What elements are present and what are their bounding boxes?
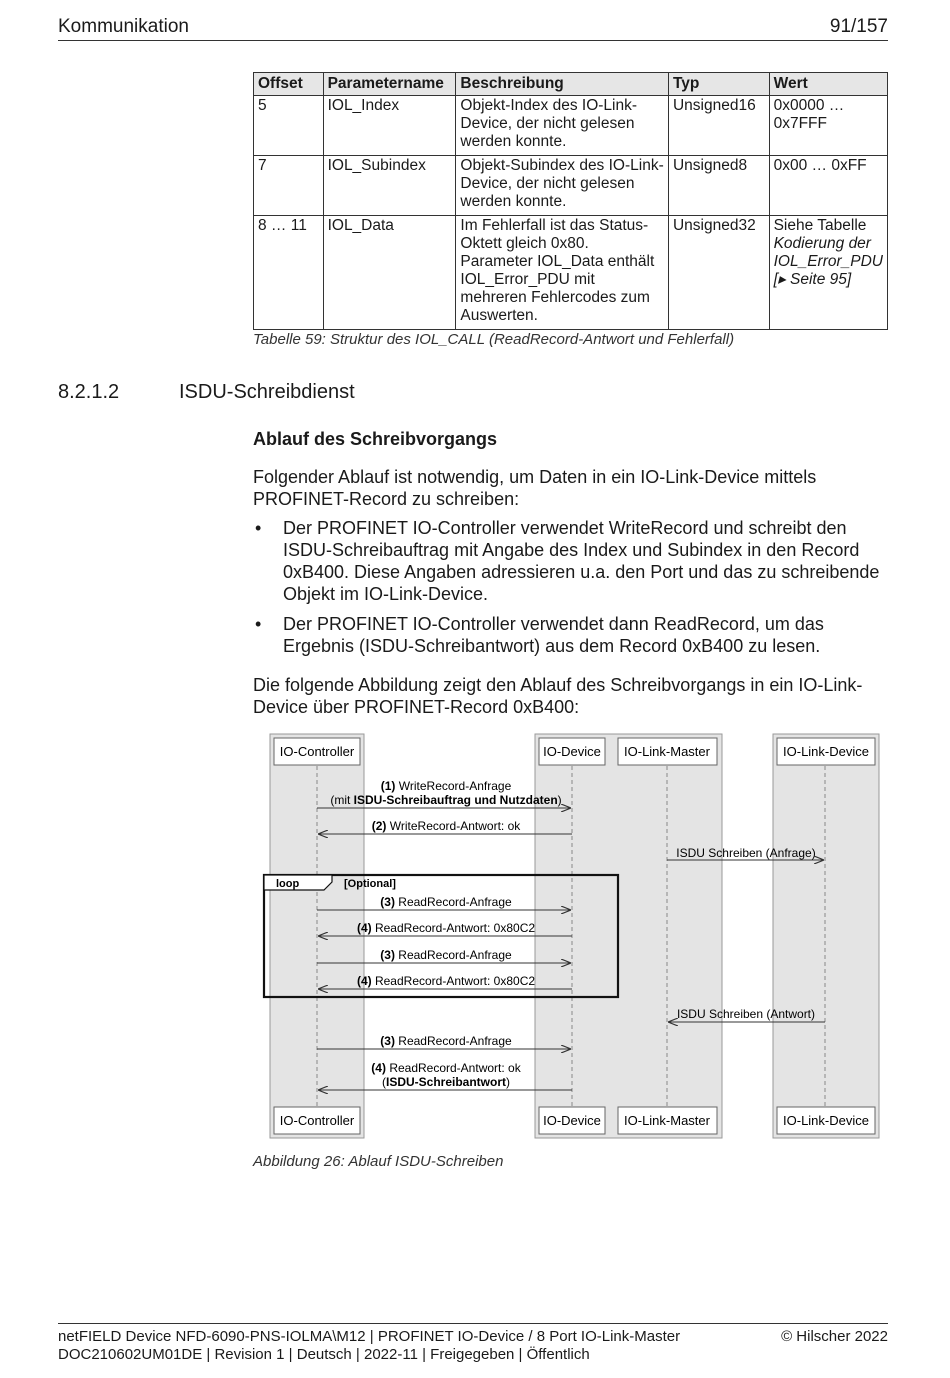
table-row	[254, 216, 888, 330]
svg-text:(3) ReadRecord-Anfrage: (3) ReadRecord-Anfrage	[380, 1034, 512, 1048]
svg-text:(mit ISDU-Schreibauftrag und N: (mit ISDU-Schreibauftrag und Nutzdaten)	[330, 793, 562, 807]
cross-reference-link[interactable]: Kodierung der IOL_Error_PDU	[773, 235, 883, 270]
footer-copyright: © Hilscher 2022	[781, 1328, 888, 1345]
header-page-number: 91/157	[829, 16, 888, 37]
table-caption: Tabelle 59: Struktur des IOL_CALL (ReadRecord-Antwort und Fehlerfall)	[253, 331, 735, 348]
intro-paragraph: Folgender Ablauf ist notwendig, um Daten in ein IO-Link-Device mittels PROFINET-Record zu schreiben:	[253, 467, 817, 509]
figure-intro-paragraph: Die folgende Abbildung zeigt den Ablauf des Schreibvorgangs in ein IO-Link-Device über PROFINET-Record 0xB400:	[253, 675, 863, 717]
bullet-icon: •	[255, 614, 262, 634]
section-title: ISDU-Schreibdienst	[179, 381, 355, 403]
svg-text:(3) ReadRecord-Anfrage: (3) ReadRecord-Anfrage	[380, 895, 512, 909]
table-header-row	[254, 73, 888, 96]
cell-name: IOL_Index	[323, 96, 456, 156]
svg-text:IO-Device: IO-Device	[543, 744, 601, 759]
footer-rule	[58, 1323, 888, 1324]
parameter-table	[253, 72, 888, 330]
participant-io-device-bottom	[539, 1107, 605, 1134]
message-isdu-write-request	[667, 846, 823, 860]
svg-text:IO-Controller: IO-Controller	[279, 1113, 355, 1128]
list-item-text: Der PROFINET IO-Controller verwendet WriteRecord und schreibt den ISDU-Schreibauftrag mit Angabe des Index und Subindex in den Record 0xB400. Diese Angaben adressieren u.a. den Port und das zu schreibende Objekt im IO-Link-Device.	[283, 518, 880, 604]
col-header-offset: Offset	[254, 73, 324, 96]
cell-offset: 8 … 11	[254, 216, 324, 330]
section-number: 8.2.1.2	[58, 381, 120, 403]
cell-type: Unsigned32	[668, 216, 769, 330]
cell-value	[769, 216, 887, 330]
svg-text:IO-Controller: IO-Controller	[279, 744, 355, 759]
message-read-record-response	[319, 974, 572, 989]
message-read-record-response	[319, 921, 572, 936]
loop-label: loop	[276, 878, 300, 890]
svg-text:(ISDU-Schreibantwort): (ISDU-Schreibantwort)	[381, 1075, 511, 1089]
footer-document-title: netFIELD Device NFD-6090-PNS-IOLMA\M12 | PROFINET IO-Device / 8 Port IO-Link-Master	[58, 1328, 681, 1345]
list-item	[253, 613, 883, 657]
footer-document-info: DOC210602UM01DE | Revision 1 | Deutsch | 2022-11 | Freigegeben | Öffentlich	[58, 1346, 590, 1363]
svg-text:(2) WriteRecord-Antwort: ok: (2) WriteRecord-Antwort: ok	[371, 819, 521, 833]
svg-text:(4) ReadRecord-Antwort: 0x80C2: (4) ReadRecord-Antwort: 0x80C2	[356, 974, 536, 988]
list-item-text: Der PROFINET IO-Controller verwendet dann ReadRecord, um das Ergebnis (ISDU-Schreibantwort) aus dem Record 0xB400 zu lesen.	[283, 614, 824, 656]
participant-io-controller-top	[274, 738, 360, 765]
cell-type: Unsigned16	[668, 96, 769, 156]
cell-type: Unsigned8	[668, 156, 769, 216]
cell-offset: 7	[254, 156, 324, 216]
svg-text:(4) ReadRecord-Antwort: ok: (4) ReadRecord-Antwort: ok	[371, 1061, 521, 1075]
participant-io-link-device-bottom	[777, 1107, 875, 1134]
participant-io-link-device-top	[777, 738, 875, 765]
svg-text:IO-Link-Master: IO-Link-Master	[624, 1113, 710, 1128]
page-reference-link[interactable]: [▸ Seite 95]	[773, 271, 852, 288]
col-header-name: Parametername	[323, 73, 456, 96]
cell-value: 0x00 … 0xFF	[769, 156, 887, 216]
col-header-value: Wert	[769, 73, 887, 96]
cell-offset: 5	[254, 96, 324, 156]
table-row	[254, 96, 888, 156]
message-isdu-write-response	[669, 1007, 825, 1022]
list-item	[253, 517, 883, 605]
table-row	[254, 156, 888, 216]
svg-text:IO-Link-Device: IO-Link-Device	[783, 744, 869, 759]
participant-io-device-top	[539, 738, 605, 765]
cell-value: 0x0000 … 0x7FFF	[769, 96, 887, 156]
participant-io-link-master-top	[618, 738, 717, 765]
lifeline-band-io-link-device	[773, 734, 879, 1138]
svg-text:ISDU Schreiben (Antwort): ISDU Schreiben (Antwort)	[676, 1007, 816, 1021]
loop-guard: [Optional]	[344, 878, 396, 890]
cell-description: Objekt-Index des IO-Link-Device, der nicht gelesen werden konnte.	[456, 96, 669, 156]
value-prefix: Siehe Tabelle	[773, 217, 867, 234]
cell-description: Objekt-Subindex des IO-Link-Device, der nicht gelesen werden konnte.	[456, 156, 669, 216]
bullet-icon: •	[255, 518, 262, 538]
svg-text:(3) ReadRecord-Anfrage: (3) ReadRecord-Anfrage	[380, 948, 512, 962]
svg-text:IO-Link-Device: IO-Link-Device	[783, 1113, 869, 1128]
cell-name: IOL_Data	[323, 216, 456, 330]
sequence-diagram	[262, 730, 887, 1145]
header-rule	[58, 40, 888, 41]
subheading: Ablauf des Schreibvorgangs	[253, 429, 498, 449]
cell-description: Im Fehlerfall ist das Status-Oktett gleich 0x80. Parameter IOL_Data enthält IOL_Error_PDU mit mehreren Fehlercodes zum Auswerten.	[456, 216, 669, 330]
svg-text:(1) WriteRecord-Anfrage: (1) WriteRecord-Anfrage	[380, 779, 512, 793]
svg-text:(4) ReadRecord-Antwort: 0x80C2: (4) ReadRecord-Antwort: 0x80C2	[356, 921, 536, 935]
col-header-type: Typ	[668, 73, 769, 96]
svg-text:IO-Link-Master: IO-Link-Master	[624, 744, 710, 759]
svg-text:IO-Device: IO-Device	[543, 1113, 601, 1128]
bullet-list	[253, 517, 883, 665]
cell-name: IOL_Subindex	[323, 156, 456, 216]
figure-caption: Abbildung 26: Ablauf ISDU-Schreiben	[253, 1153, 504, 1170]
participant-io-link-master-bottom	[618, 1107, 717, 1134]
col-header-description: Beschreibung	[456, 73, 669, 96]
header-section: Kommunikation	[58, 16, 189, 37]
participant-io-controller-bottom	[274, 1107, 360, 1134]
svg-text:ISDU Schreiben (Anfrage): ISDU Schreiben (Anfrage)	[676, 846, 816, 860]
